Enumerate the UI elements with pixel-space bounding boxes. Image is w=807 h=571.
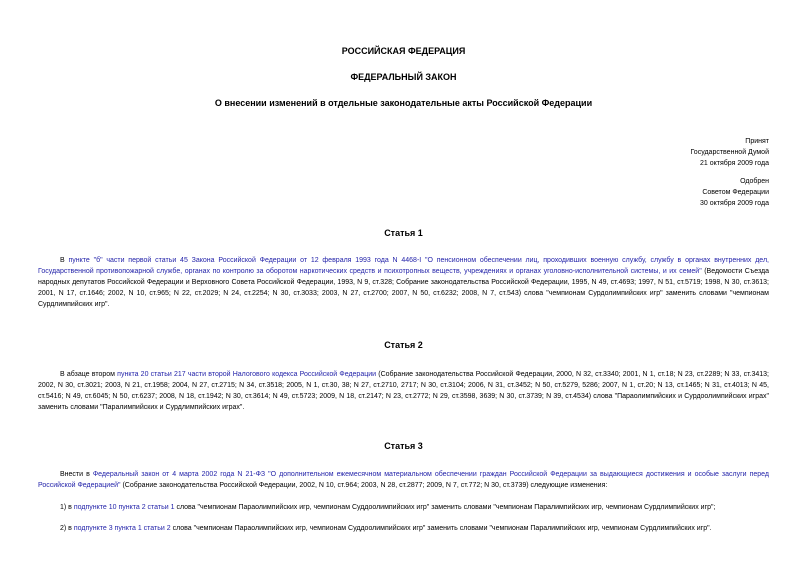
article-2-text-start: В абзаце втором bbox=[60, 371, 118, 378]
adoption-accepted-line: Принят bbox=[745, 138, 769, 145]
country-heading: РОССИЙСКАЯ ФЕДЕРАЦИЯ bbox=[341, 46, 466, 56]
article-3-text bbox=[38, 469, 769, 491]
law-type-heading: ФЕДЕРАЛЬНЫЙ ЗАКОН bbox=[350, 72, 457, 82]
article-3-item-2-start: 2) в bbox=[60, 525, 74, 532]
article-1-text-start: В bbox=[60, 257, 69, 264]
article-3-heading: Статья 3 bbox=[384, 441, 423, 451]
adoption-duma-date: 21 октября 2009 года bbox=[700, 160, 769, 167]
article-2-link[interactable]: пункта 20 статьи 217 части второй Налогового кодекса Российской Федерации bbox=[117, 371, 377, 378]
article-2-heading: Статья 2 bbox=[384, 340, 423, 350]
article-3-item-1 bbox=[38, 502, 769, 513]
adoption-council-date: 30 октября 2009 года bbox=[700, 200, 769, 207]
article-1-link[interactable]: пункте "б" части первой статьи 45 Закона Российской Федерации от 12 февраля 1993 года N 4468-I "О пенсионном обеспечении лиц, проходивших военную службу, службу в органах внутренних дел, Государственной противопожарной службе, органах по контролю за оборотом наркотических средств и психотропных веществ, учреждениях и органах уголовно-исполнительной системы, и их семей" bbox=[38, 257, 769, 275]
article-1-heading: Статья 1 bbox=[384, 228, 423, 238]
adoption-duma-line: Государственной Думой bbox=[690, 149, 769, 156]
adoption-duma-block bbox=[690, 136, 769, 169]
adoption-council-block bbox=[700, 176, 769, 209]
article-3-item-1-start: 1) в bbox=[60, 504, 74, 511]
article-1-text-end: (Ведомости Съезда народных депутатов Российской Федерации и Верховного Совета Российской Федерации, 1993, N 9, ст.328; Собрание законодательства Российской Федерации, 1995, N 49, ст.4693; 1997, N 51, ст.5719; 1998, N 30, ст.3613; 2001, N 17, ст.1646; 2002, N 10, ст.965; N 22, ст.2029; N 24, ст.2254; N 30, ст.3033; 2003, N 27, ст.2700; 2007, N 50, ст.6232; 2008, N 7, ст.543) слова "чемпионам Сурдолимпийских игр" заменить словами "чемпионам Сурдлимпийских игр". bbox=[38, 268, 769, 308]
article-3-text-end: (Собрание законодательства Российской Федерации, 2002, N 10, ст.964; 2003, N 28, ст.2877; 2009, N 7, ст.772; N 30, ст.3739) следующие изменения: bbox=[120, 482, 608, 489]
article-3-text-start: Внести в bbox=[60, 471, 93, 478]
article-3-item-1-end: слова "чемпионам Параолимпийских игр, чемпионам Суддоолимпийских игр" заменить словами "чемпионам Паралимпийских игр, чемпионам Сурдлимпийских игр"; bbox=[174, 504, 716, 511]
article-3-item-2-end: слова "чемпионам Параолимпийских игр, чемпионам Суддоолимпийских игр" заменить словами "чемпионам Паралимпийских игр, чемпионам Сурдлимпийских игр". bbox=[170, 525, 712, 532]
law-title: О внесении изменений в отдельные законодательные акты Российской Федерации bbox=[214, 98, 593, 108]
article-2-text bbox=[38, 369, 769, 413]
article-3-link[interactable]: Федеральный закон от 4 марта 2002 года N 21-ФЗ "О дополнительном ежемесячном материальном обеспечении граждан Российской Федерации за выдающиеся достижения и особые заслуги перед Российской Федерацией" bbox=[38, 471, 769, 489]
article-2-text-end: (Собрание законодательства Российской Федерации, 2000, N 32, ст.3340; 2001, N 1, ст.18; N 23, ст.2289; N 33, ст.3413; 2002, N 30, ст.3021; 2003, N 21, ст.1958; 2004, N 27, ст.2715; N 34, ст.3518; 2005, N 1, ст.30, 38; N 27, ст.2710, 2717; N 30, ст.3104; 2006, N 31, ст.3452; N 50, ст.5279, 5286; 2007, N 1, ст.20; N 13, ст.1465; N 31, ст.4013; N 45, ст.5416; N 49, ст.6045; N 50, ст.6237; 2008, N 18, ст.1942; N 30, ст.3614; N 49, ст.5723; 2009, N 18, ст.2147; N 23, ст.2772; N 29, ст.3598, 3639; N 30, ст.3739; N 39, ст.4534) слова "Параолимпийских и Сурдоолимпийских играх" заменить словами "Паралимпийских и Сурдлимпийских играх". bbox=[38, 371, 769, 411]
adoption-approved-line: Одобрен bbox=[740, 178, 769, 185]
article-3-item-1-link[interactable]: подпункте 10 пункта 2 статьи 1 bbox=[73, 504, 175, 511]
article-3-item-2 bbox=[38, 523, 769, 534]
article-1-text bbox=[38, 255, 769, 310]
adoption-council-line: Советом Федерации bbox=[702, 189, 769, 196]
article-3-item-2-link[interactable]: подпункте 3 пункта 1 статьи 2 bbox=[73, 525, 171, 532]
